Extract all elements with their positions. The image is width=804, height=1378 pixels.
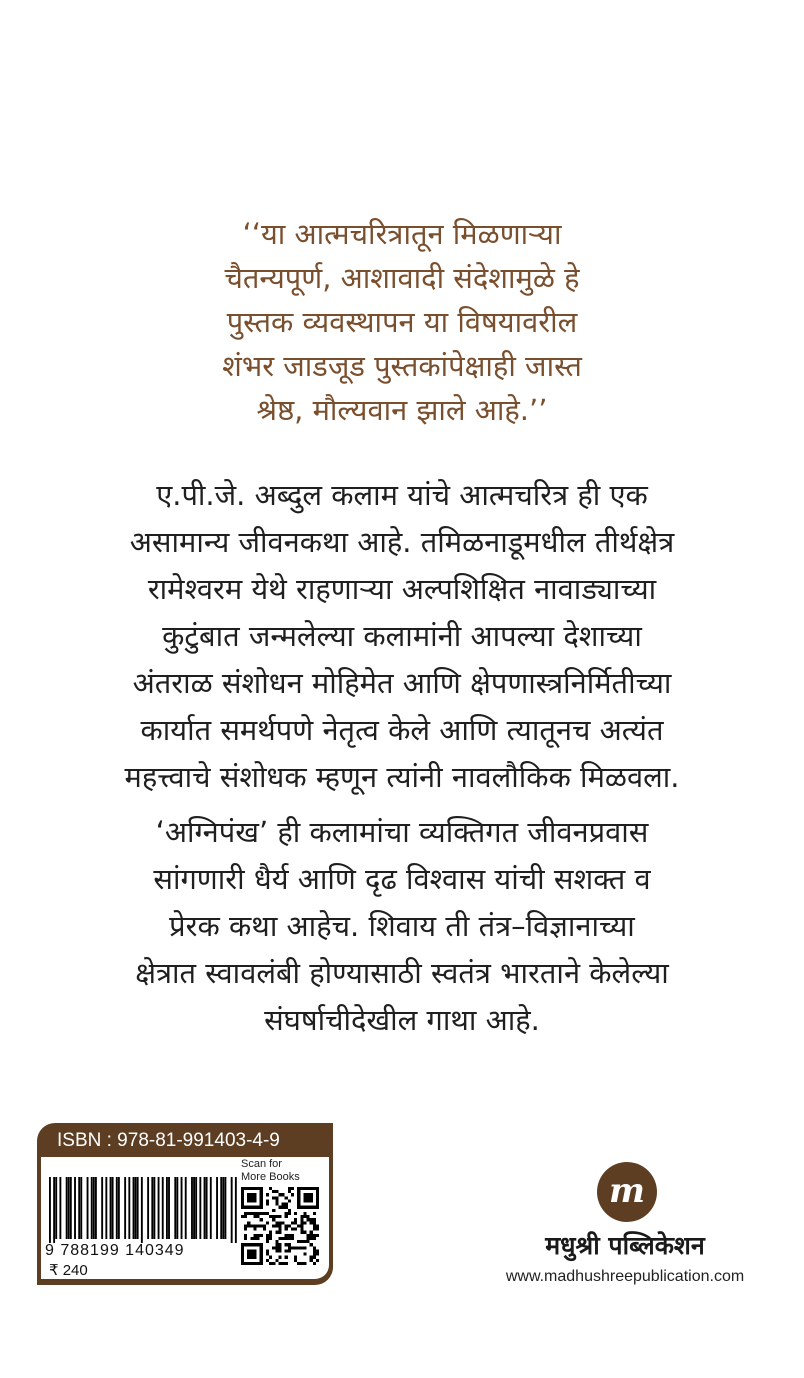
barcode-digits: 9 788199 140349: [45, 1242, 185, 1259]
publisher-url[interactable]: www.madhushreepublication.com: [505, 1268, 745, 1285]
description-line: रामेश्वरम येथे राहणाऱ्या अल्पशिक्षित नावाड्याच्या: [147, 572, 657, 606]
description-line: असामान्य जीवनकथा आहे. तमिळनाडूमधील तीर्थक्षेत्र: [129, 525, 675, 559]
description-paragraph-1: [30, 472, 774, 801]
quote-line: ‘‘या आत्मचरित्रातून मिळणाऱ्या: [242, 217, 562, 251]
quote-line: पुस्तक व्यवस्थापन या विषयावरील: [226, 305, 578, 339]
quote-line: शंभर जाडजूड पुस्तकांपेक्षाही जास्त: [222, 349, 582, 383]
scan-caption: [241, 1158, 325, 1184]
book-description: [30, 472, 774, 1044]
publisher-logo: [597, 1162, 657, 1222]
scan-caption-line: Scan for: [241, 1158, 282, 1170]
description-line: ए.पी.जे. अब्दुल कलाम यांचे आत्मचरित्र ही एक: [156, 478, 648, 512]
pull-quote: [60, 212, 744, 432]
publisher-name: मधुश्री पब्लिकेशन: [545, 1231, 705, 1260]
scan-caption-line: More Books: [241, 1171, 300, 1183]
barcode-panel: [41, 1157, 329, 1279]
description-line: कुटुंबात जन्मलेल्या कलामांनी आपल्या देशाच्या: [162, 619, 642, 653]
isbn-block: [37, 1123, 333, 1285]
description-paragraph-2: [30, 809, 774, 1044]
description-line: संघर्षाचीदेखील गाथा आहे.: [264, 1003, 540, 1037]
price-label: ₹ 240: [49, 1262, 88, 1279]
qr-code[interactable]: [241, 1187, 319, 1265]
barcode-image: [49, 1177, 237, 1243]
description-line: प्रेरक कथा आहेच. शिवाय ती तंत्र–विज्ञानाच्या: [169, 909, 635, 943]
description-line: ‘अग्निपंख’ ही कलामांचा व्यक्तिगत जीवनप्रवास: [155, 815, 649, 849]
quote-line: श्रेष्ठ, मौल्यवान झाले आहे.’’: [256, 393, 548, 427]
publisher-logo-letter: m: [609, 1171, 645, 1211]
description-line: कार्यात समर्थपणे नेतृत्व केले आणि त्यातूनच अत्यंत: [140, 713, 664, 747]
description-line: महत्त्वाचे संशोधक म्हणून त्यांनी नावलौकिक मिळवला.: [124, 760, 680, 794]
isbn-label: ISBN : 978-81-991403-4-9: [57, 1130, 280, 1151]
quote-line: चैतन्यपूर्ण, आशावादी संदेशामुळे हे: [224, 261, 580, 295]
description-line: अंतराळ संशोधन मोहिमेत आणि क्षेपणास्त्रनिर्मितीच्या: [132, 666, 672, 700]
description-line: सांगणारी धैर्य आणि दृढ विश्वास यांची सशक्त व: [153, 862, 651, 896]
description-line: क्षेत्रात स्वावलंबी होण्यासाठी स्वतंत्र भारताने केलेल्या: [135, 956, 669, 990]
